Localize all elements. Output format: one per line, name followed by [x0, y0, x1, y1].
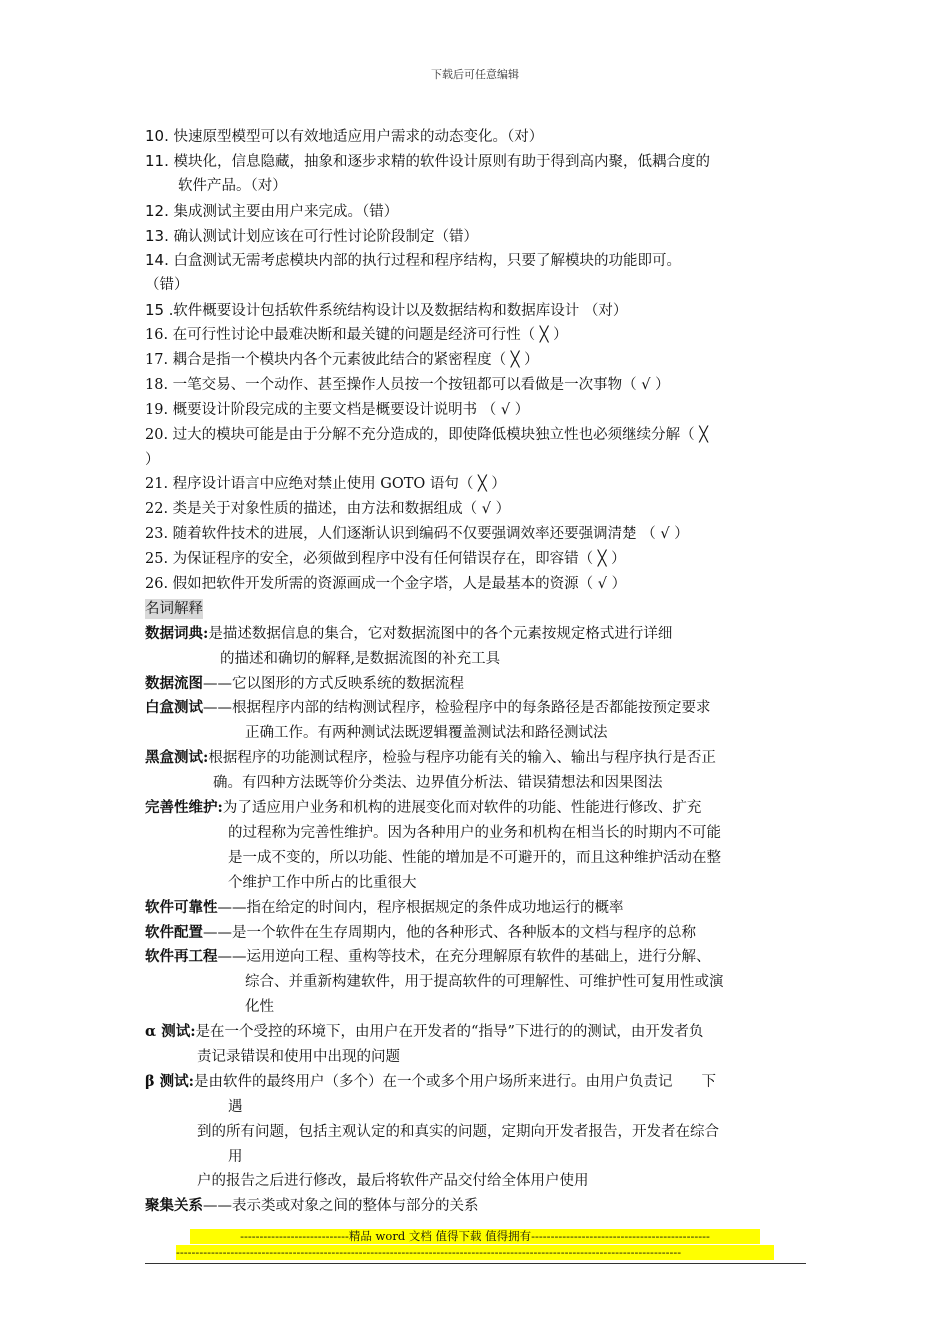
list-item-continuation: （错） — [145, 277, 189, 294]
definition: 黑盒测试:根据程序的功能测试程序，检验与程序功能有关的输入、输出与程序执行是否正 — [145, 749, 716, 767]
list-item: 15 .软件概要设计包括软件系统结构设计以及数据结构和数据库设计 （对） — [145, 301, 628, 320]
list-item: 25. 为保证程序的安全，必须做到程序中没有任何错误存在，即容错（ ╳ ） — [145, 551, 626, 568]
definition-term: 软件配置 — [145, 923, 203, 941]
definition: 软件配置——是一个软件在生存周期内，他的各种形式、各种版本的文档与程序的总称 — [145, 923, 696, 941]
list-item: 18. 一笔交易、一个动作、甚至操作人员按一个按钮都可以看做是一次事物（ √ ） — [145, 376, 670, 393]
list-item: 26. 假如把软件开发所需的资源画成一个金字塔，人是最基本的资源（ √ ） — [145, 576, 627, 593]
list-item: 11. 模块化，信息隐藏，抽象和逐步求精的软件设计原则有助于得到高内聚，低耦合度的 — [145, 151, 710, 170]
definition-continuation: 综合、并重新构建软件，用于提高软件的可理解性、可维护性可复用性或演 — [245, 974, 724, 991]
list-item: 20. 过大的模块可能是由于分解不充分造成的，即使降低模块独立性也必须继续分解（ ╳ — [145, 426, 709, 443]
definition-continuation: 是一成不变的，所以功能、性能的增加是不可避开的，而且这种维护活动在整 — [228, 849, 721, 866]
list-item: 13. 确认测试计划应该在可行性讨论阶段制定（错） — [145, 226, 478, 245]
definition-term: β 测试: — [145, 1072, 195, 1090]
list-item: 22. 类是关于对象性质的描述，由方法和数据组成（ √ ） — [145, 501, 511, 518]
list-item: 14. 白盒测试无需考虑模块内部的执行过程和程序结构，只要了解模块的功能即可。 — [145, 251, 681, 270]
definition-term: 完善性维护: — [145, 799, 223, 817]
definition: 数据词典:是描述数据信息的集合，它对数据流图中的各个元素按规定格式进行详细 — [145, 624, 673, 642]
footer-divider — [145, 1263, 806, 1264]
definition-continuation: 正确工作。有两种测试法既逻辑覆盖测试法和路径测试法 — [245, 725, 608, 742]
definition: 软件再工程——运用逆向工程、重构等技术，在充分理解原有软件的基础上，进行分解、 — [145, 948, 711, 966]
list-item: 23. 随着软件技术的进展，人们逐渐认识到编码不仅要强调效率还要强调清楚 （ √ ） — [145, 526, 689, 543]
definition: 完善性维护:为了适应用户业务和机构的进展变化而对软件的功能、性能进行修改、扩充 — [145, 799, 702, 817]
document-body — [145, 124, 810, 1219]
list-item: 16. 在可行性讨论中最难决断和最关键的问题是经济可行性（ ╳ ） — [145, 327, 568, 344]
definition: 白盒测试——根据程序内部的结构测试程序，检验程序中的每条路径是否都能按预定要求 — [145, 699, 711, 717]
list-item: 19. 概要设计阶段完成的主要文档是概要设计说明书 （ √ ） — [145, 401, 530, 418]
definition-term: α 测试: — [145, 1023, 196, 1041]
definition-continuation: 的过程称为完善性维护。因为各种用户的业务和机构在相当长的时期内不可能 — [228, 824, 721, 841]
definition-continuation: 用 — [228, 1148, 243, 1165]
definition: β 测试:是由软件的最终用户（多个）在一个或多个用户场所来进行。由用户负责记 下 — [145, 1072, 717, 1090]
definition-term: 黑盒测试: — [145, 749, 209, 767]
definition-continuation: 的描述和确切的解释,是数据流图的补充工具 — [220, 650, 501, 667]
definition-continuation: 责记录错误和使用中出现的问题 — [197, 1048, 400, 1065]
list-item-continuation: ） — [145, 451, 160, 468]
definition: α 测试:是在一个受控的环境下，由用户在开发者的“指导”下进行的的测试，由开发者负 — [145, 1023, 704, 1041]
definition-term: 软件再工程 — [145, 948, 218, 966]
list-item: 10. 快速原型模型可以有效地适应用户需求的动态变化。（对） — [145, 127, 544, 145]
definition-term: 数据流图 — [145, 674, 203, 692]
page-header: 下载后可任意编辑 — [431, 68, 519, 81]
footer-banner: ----------------------------精品 word 文档 值得下载 值得拥有---------------------------------------------- — [190, 1229, 760, 1244]
definition-continuation: 到的所有问题，包括主观认定的和真实的问题，定期向开发者报告，开发者在综合 — [197, 1123, 719, 1140]
definition-term: 聚集关系 — [145, 1197, 203, 1215]
list-item-continuation: 软件产品。（对） — [178, 177, 287, 194]
definition-term: 数据词典: — [145, 624, 209, 642]
list-item: 12. 集成测试主要由用户来完成。（错） — [145, 201, 399, 220]
section-title-row — [145, 597, 810, 622]
section-title: 名词解释 — [145, 600, 203, 617]
list-item: 21. 程序设计语言中应绝对禁止使用 GOTO 语句（ ╳ ） — [145, 476, 506, 493]
definition-continuation: 化性 — [245, 999, 274, 1016]
definition-continuation: 确。有四种方法既等价分类法、边界值分析法、错误猜想法和因果图法 — [213, 775, 663, 792]
definition-term: 软件可靠性 — [145, 898, 218, 916]
definition: 数据流图——它以图形的方式反映系统的数据流程 — [145, 674, 464, 692]
definition-continuation: 遇 — [228, 1098, 243, 1115]
definition: 聚集关系——表示类或对象之间的整体与部分的关系 — [145, 1197, 479, 1215]
definition-continuation: 个维护工作中所占的比重很大 — [228, 874, 417, 891]
definition: 软件可靠性——指在给定的时间内，程序根据规定的条件成功地运行的概率 — [145, 898, 624, 916]
definition-continuation: 户的报告之后进行修改，最后将软件产品交付给全体用户使用 — [197, 1173, 589, 1190]
definition-term: 白盒测试 — [145, 699, 203, 717]
footer-banner-line: ---------------------------------------------------------------------------------------------------------------------------------- — [176, 1245, 774, 1260]
list-item: 17. 耦合是指一个模块内各个元素彼此结合的紧密程度（ ╳ ） — [145, 352, 539, 369]
